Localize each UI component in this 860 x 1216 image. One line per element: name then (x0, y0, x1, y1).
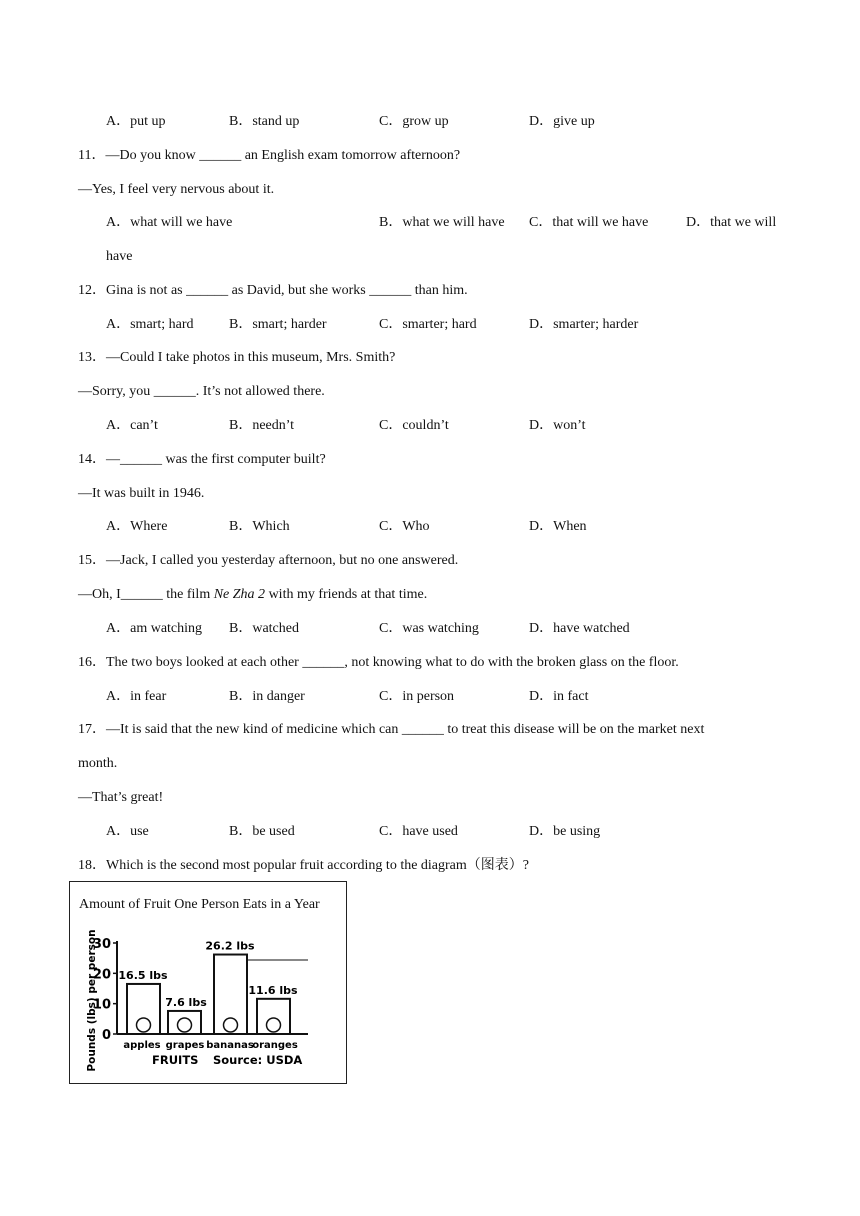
category-label-grapes: grapes (165, 1040, 205, 1051)
q10-option-d: D．give up (529, 114, 595, 129)
q12-stem: 12．Gina is not as ______ as David, but she works ______ than him. (78, 283, 468, 298)
bar-apples (127, 984, 160, 1034)
q17-option-d: D．be using (529, 824, 601, 839)
grapes-icon (178, 1018, 192, 1032)
x-axis-label: FRUITS (152, 1053, 199, 1067)
data-label-oranges: 11.6 lbs (248, 983, 298, 997)
q16-option-a: A．in fear (106, 689, 167, 704)
q17-option-c: C．have used (379, 824, 458, 839)
q16-stem: 16．The two boys looked at each other ______, not knowing what to do with the broken glass on the floor. (78, 655, 679, 670)
q15-film-title: Ne Zha 2 (213, 587, 266, 602)
figure-title: Amount of Fruit One Person Eats in a Year (79, 897, 320, 912)
q16-option-b: B．in danger (229, 689, 305, 704)
q17-stem-continued: month. (78, 756, 118, 771)
y-axis-label: Pounds (lbs) per person (86, 929, 98, 1072)
q11-option-d: D．that we will (686, 215, 777, 230)
q11-stem: 11．—Do you know ______ an English exam tomorrow afternoon? (78, 148, 461, 163)
data-label-apples: 16.5 lbs (118, 968, 168, 982)
q17-option-a: A．use (106, 824, 149, 839)
q11-option-b: B．what we will have (379, 215, 505, 230)
q15-stem: 15．—Jack, I called you yesterday afternoon, but no one answered. (78, 553, 459, 568)
q15-reply (78, 586, 427, 604)
q14-option-a: A．Where (106, 519, 168, 534)
bar-oranges (257, 999, 290, 1034)
y-tick-label: 10 (92, 997, 111, 1013)
q10-option-b: B．stand up (229, 114, 300, 129)
q17-reply: —That’s great! (78, 790, 164, 805)
bananas-icon (224, 1018, 238, 1032)
q12-option-d: D．smarter; harder (529, 317, 639, 332)
fruit-diagram (69, 881, 347, 1084)
y-tick-label: 0 (101, 1028, 111, 1043)
q11-reply: —Yes, I feel very nervous about it. (78, 182, 275, 197)
q13-option-a: A．can’t (106, 418, 158, 433)
q14-option-b: B．Which (229, 519, 290, 534)
apples-icon (137, 1018, 151, 1032)
source-note: Source: USDA (213, 1053, 303, 1067)
q13-option-d: D．won’t (529, 418, 586, 433)
q15-reply-start: —Oh, I______ the film (78, 587, 214, 602)
y-tick-label: 30 (92, 937, 111, 952)
q14-stem: 14．—______ was the first computer built? (78, 452, 326, 467)
q18-stem: 18．Which is the second most popular fruit according to the diagram（图表）? (78, 858, 530, 873)
q15-reply-end: with my friends at that time. (265, 587, 428, 602)
q10-option-a: A．put up (106, 114, 166, 129)
q17-stem: 17．—It is said that the new kind of medicine which can ______ to treat this disease will be on the market next (78, 722, 705, 737)
data-label-bananas: 26.2 lbs (205, 939, 255, 953)
q12-option-b: B．smart; harder (229, 317, 327, 332)
bar-bananas (214, 955, 247, 1034)
q16-option-c: C．in person (379, 689, 455, 704)
q15-option-d: D．have watched (529, 621, 630, 636)
q14-option-c: C．Who (379, 519, 430, 534)
q13-option-b: B．needn’t (229, 418, 295, 433)
q15-option-b: B．watched (229, 621, 299, 636)
y-tick-label: 20 (92, 967, 111, 983)
fruit-bar-chart (70, 882, 346, 1083)
q14-option-d: D．When (529, 519, 587, 534)
q10-option-c: C．grow up (379, 114, 449, 129)
category-label-bananas: bananas (206, 1040, 254, 1051)
oranges-icon (267, 1018, 281, 1032)
q11-option-d-wrap: have (106, 249, 133, 264)
q12-option-c: C．smarter; hard (379, 317, 477, 332)
category-label-apples: apples (123, 1040, 161, 1051)
q13-reply: —Sorry, you ______. It’s not allowed there. (78, 384, 325, 399)
q12-option-a: A．smart; hard (106, 317, 194, 332)
q11-option-c: C．that will we have (529, 215, 649, 230)
q17-option-b: B．be used (229, 824, 295, 839)
q16-option-d: D．in fact (529, 689, 589, 704)
data-label-grapes: 7.6 lbs (165, 995, 207, 1009)
q13-option-c: C．couldn’t (379, 418, 449, 433)
q15-option-a: A．am watching (106, 621, 203, 636)
q14-reply: —It was built in 1946. (78, 486, 205, 501)
bar-grapes (168, 1011, 201, 1034)
category-label-oranges: oranges (252, 1040, 298, 1051)
q11-option-a: A．what will we have (106, 215, 233, 230)
q15-option-c: C．was watching (379, 621, 479, 636)
q13-stem: 13．—Could I take photos in this museum, Mrs. Smith? (78, 350, 396, 365)
